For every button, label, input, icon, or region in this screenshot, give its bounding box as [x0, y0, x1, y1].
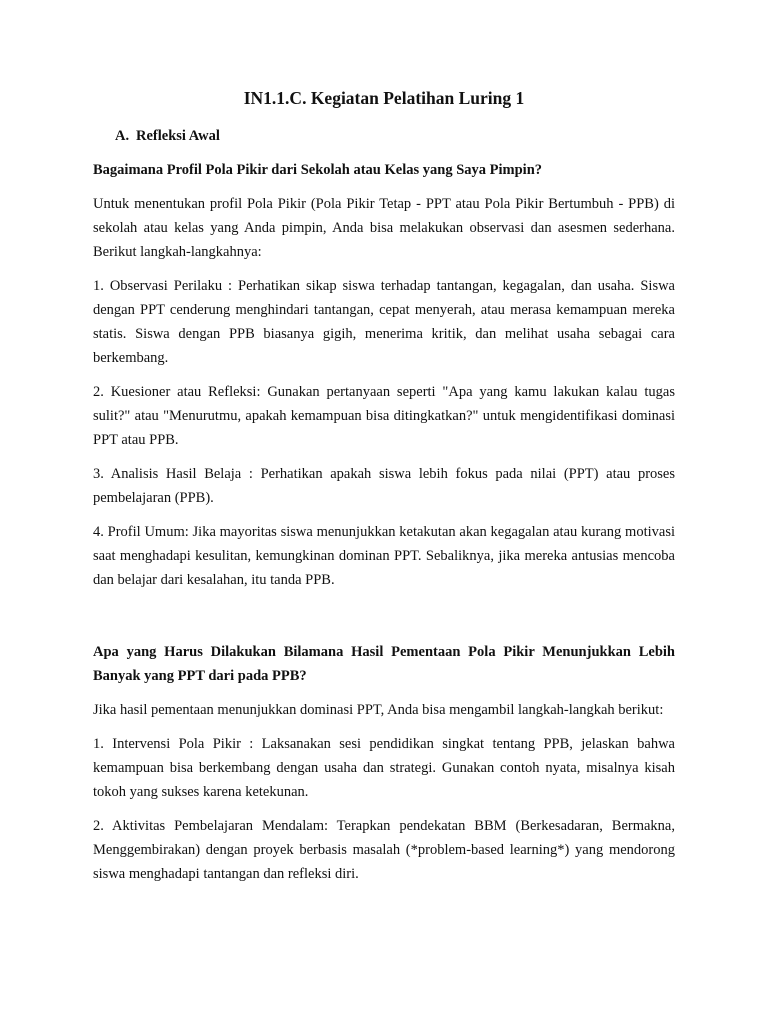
- question-heading-2: Apa yang Harus Dilakukan Bilamana Hasil Pementaan Pola Pikir Menunjukkan Lebih Banyak yang PPT dari pada PPB?: [93, 644, 675, 684]
- step-observasi-perilaku: 1. Observasi Perilaku : Perhatikan sikap siswa terhadap tantangan, kegagalan, dan usaha. Siswa dengan PPT cenderung menghindari tantangan, cepat menyerah, atau merasa kemampuan mereka statis. Siswa dengan PPB biasanya gigih, menerima kritik, dan melihat usaha sebagai cara berkembang.: [93, 278, 675, 366]
- question-heading-1: Bagaimana Profil Pola Pikir dari Sekolah atau Kelas yang Saya Pimpin?: [93, 162, 543, 178]
- section-label: Refleksi Awal: [136, 128, 220, 144]
- intro-paragraph-1: Untuk menentukan profil Pola Pikir (Pola Pikir Tetap - PPT atau Pola Pikir Bertumbuh - PPB) di sekolah atau kelas yang Anda pimpin, Anda bisa melakukan observasi dan asesmen sederhana. Berikut langkah-langkahnya:: [93, 196, 675, 260]
- section-heading: [93, 124, 675, 148]
- step-aktivitas-pembelajaran: 2. Aktivitas Pembelajaran Mendalam: Terapkan pendekatan BBM (Berkesadaran, Bermakna, Menggembirakan) dengan proyek berbasis masalah (*problem-based learning*) yang mendorong siswa menghadapi tantangan dan refleksi diri.: [93, 818, 675, 882]
- document-title: IN1.1.C. Kegiatan Pelatihan Luring 1: [243, 88, 525, 108]
- paragraph-spacer: [93, 602, 675, 640]
- section-letter: A.: [115, 128, 130, 144]
- step-profil-umum: 4. Profil Umum: Jika mayoritas siswa menunjukkan ketakutan akan kegagalan atau kurang motivasi saat menghadapi kesulitan, kemungkinan dominan PPT. Sebaliknya, jika mereka antusias mencoba dan belajar dari kesalahan, itu tanda PPB.: [93, 524, 675, 588]
- step-intervensi-pola-pikir: 1. Intervensi Pola Pikir : Laksanakan sesi pendidikan singkat tentang PPB, jelaskan bahwa kemampuan bisa berkembang dengan usaha dan strategi. Gunakan contoh nyata, misalnya kisah tokoh yang sukses karena ketekunan.: [93, 736, 675, 800]
- intro-paragraph-2: Jika hasil pementaan menunjukkan dominasi PPT, Anda bisa mengambil langkah-langkah berikut:: [93, 702, 664, 718]
- document-page: [93, 86, 675, 896]
- step-analisis-hasil-belajar: 3. Analisis Hasil Belaja : Perhatikan apakah siswa lebih fokus pada nilai (PPT) atau proses pembelajaran (PPB).: [93, 466, 675, 506]
- step-kuesioner-refleksi: 2. Kuesioner atau Refleksi: Gunakan pertanyaan seperti "Apa yang kamu lakukan kalau tugas sulit?" atau "Menurutmu, apakah kemampuan bisa ditingkatkan?" untuk mengidentifikasi dominasi PPT atau PPB.: [93, 384, 675, 448]
